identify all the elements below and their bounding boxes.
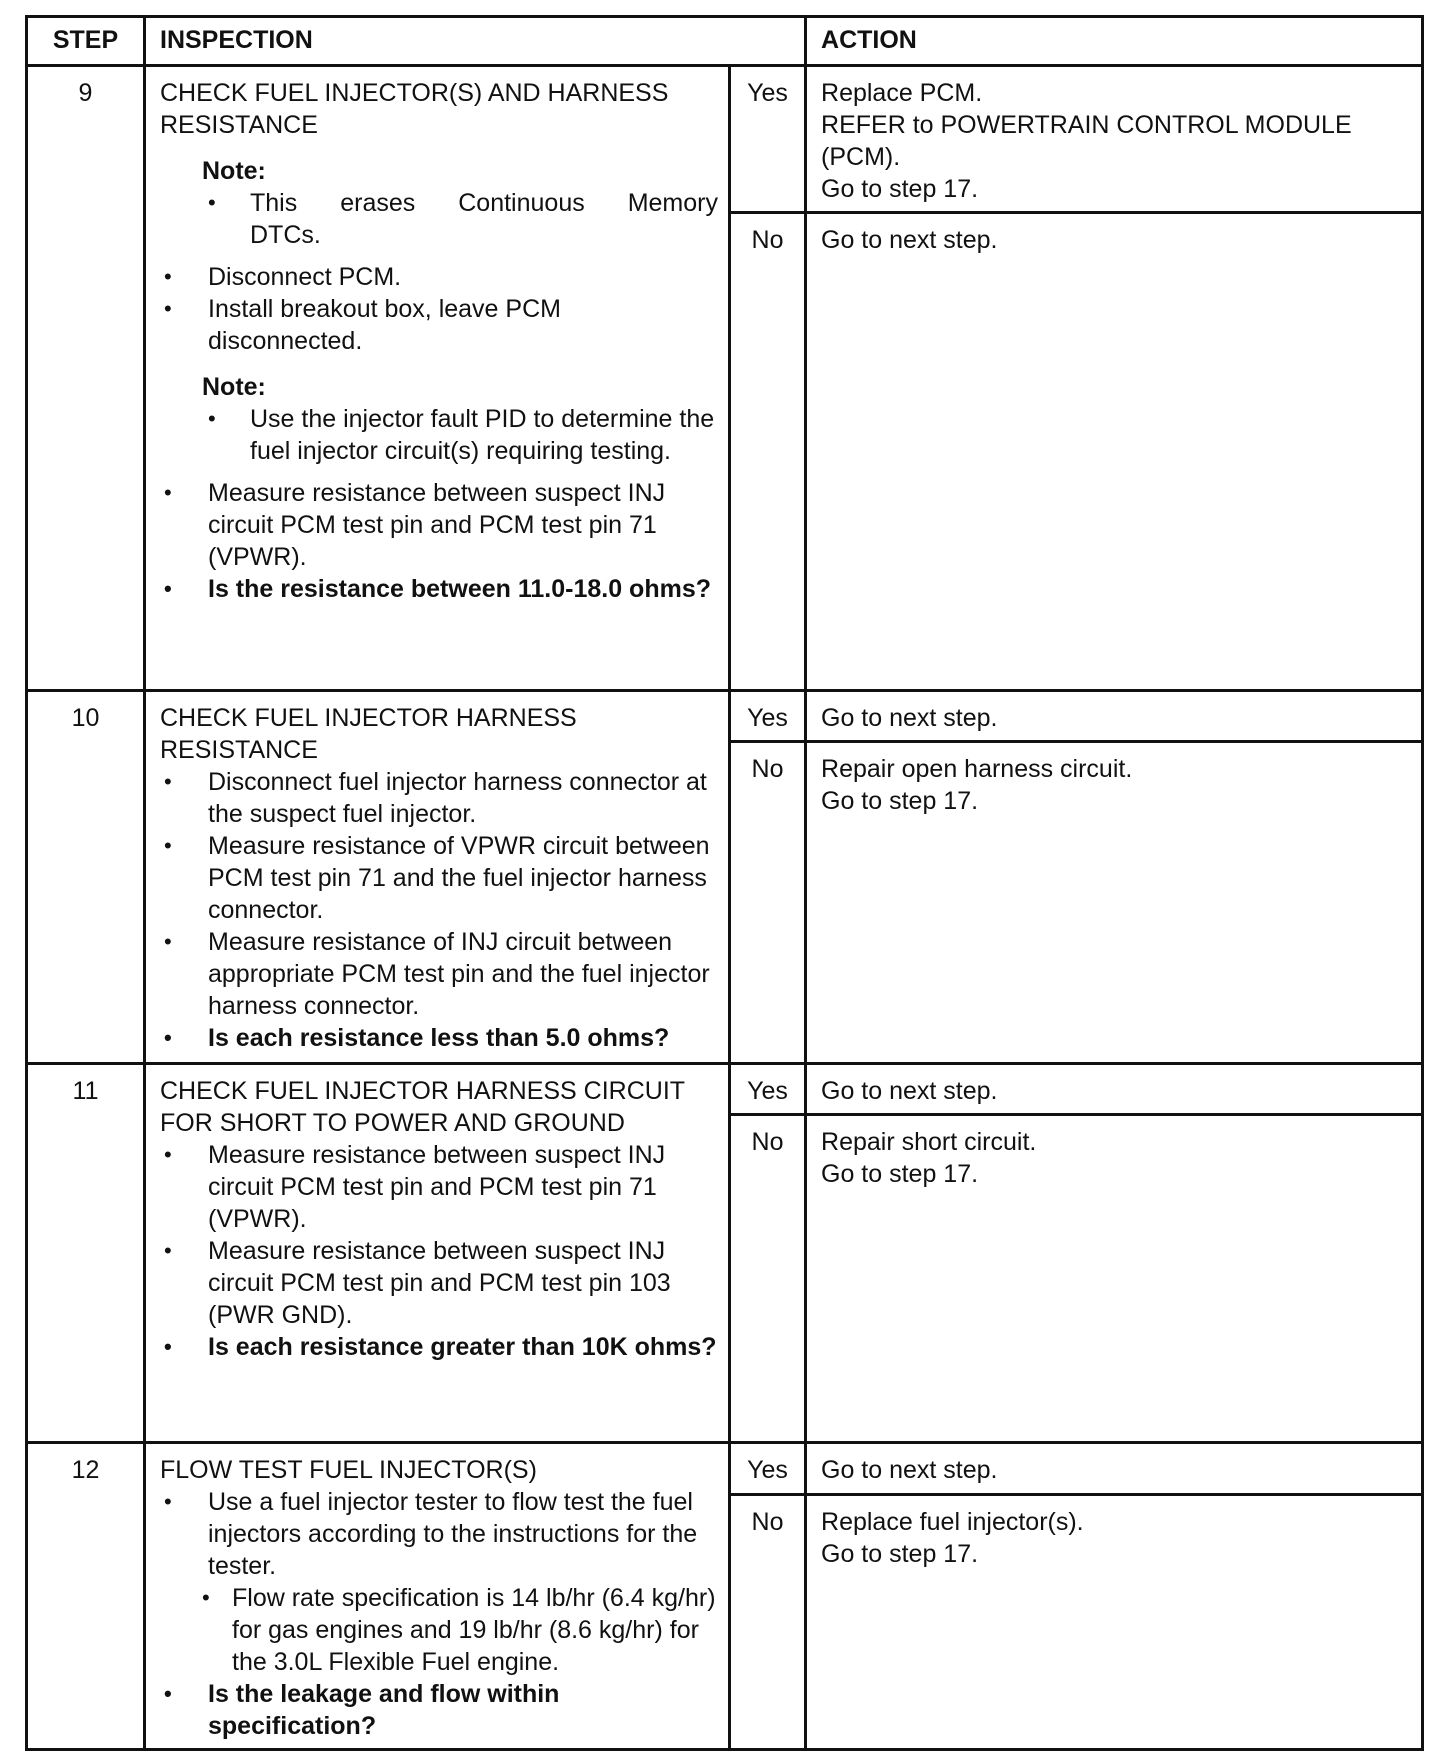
step-column-header: STEP [27,17,145,66]
no-label: No [730,213,806,691]
action-column-header: ACTION [806,17,1423,66]
action-line: Go to step 17. [821,1160,979,1188]
step-number: 12 [27,1443,145,1750]
bullet-item: • Measure resistance between suspect INJ circuit PCM test pin and PCM test pin 71 (VPWR). [160,1139,718,1235]
action-line: Replace PCM. [821,79,983,107]
note-block [202,155,718,251]
yes-action [806,66,1423,213]
bullet-item: • Measure resistance between suspect INJ circuit PCM test pin and PCM test pin 71 (VPWR). [160,477,718,573]
note-label: Note: [202,373,266,401]
note-block [202,371,718,467]
bullet-item: • Install breakout box, leave PCM disconnected. [160,293,718,357]
no-action [806,1495,1423,1750]
bullet-item: • Use a fuel injector tester to flow test the fuel injectors according to the instructions for the tester. [160,1486,718,1582]
no-label: No [730,742,806,1064]
bullet-item: • Disconnect PCM. [160,261,718,293]
inspection-column-header: INSPECTION [145,17,806,66]
question-item: • Is the resistance between 11.0-18.0 ohms? [160,573,718,605]
action-line: Go to step 17. [821,1540,979,1569]
step-11-yes-row [27,1064,1423,1115]
inspection-title: CHECK FUEL INJECTOR HARNESS RESISTANCE [160,704,577,764]
yes-label: Yes [730,66,806,213]
action-line: Go to next step. [821,1456,998,1484]
no-action [806,1115,1423,1443]
yes-action [806,1064,1423,1115]
no-label: No [730,1495,806,1750]
action-line: Repair short circuit. [821,1128,1037,1156]
step-number: 10 [27,691,145,1064]
yes-action [806,691,1423,742]
step-12-yes-row [27,1443,1423,1495]
bullet-item: • Disconnect fuel injector harness connector at the suspect fuel injector. [160,766,718,830]
step-number: 9 [27,66,145,691]
action-line: Go to next step. [821,1077,998,1105]
inspection-title: FLOW TEST FUEL INJECTOR(S) [160,1456,537,1484]
action-line: Replace fuel injector(s). [821,1508,1084,1537]
bullet-item: • Measure resistance of VPWR circuit between PCM test pin 71 and the fuel injector harness connector. [160,830,718,926]
inspection-cell [145,66,730,691]
inspection-cell [145,691,730,1064]
yes-action [806,1443,1423,1495]
note-item: • Use the injector fault PID to determine the fuel injector circuit(s) requiring testing. [202,403,718,467]
step-10-yes-row [27,691,1423,742]
step-9-yes-row [27,66,1423,213]
bullet-item: • Measure resistance of INJ circuit between appropriate PCM test pin and the fuel injector harness connector. [160,926,718,1022]
note-text-line: • This erases Continuous Memory [250,189,718,217]
action-line: Go to step 17. [821,175,979,203]
action-line: REFER to POWERTRAIN CONTROL MODULE (PCM). [821,111,1352,171]
question-item: • Is each resistance greater than 10K ohms? [160,1331,718,1363]
action-line: Go to next step. [821,226,998,254]
inspection-title: CHECK FUEL INJECTOR HARNESS CIRCUIT FOR SHORT TO POWER AND GROUND [160,1077,685,1137]
action-line: Go to step 17. [821,787,979,815]
header-row [27,17,1423,66]
note-text-line: DTCs. [250,221,321,249]
no-action [806,742,1423,1064]
step-number: 11 [27,1064,145,1443]
bullet-item: • Measure resistance between suspect INJ circuit PCM test pin and PCM test pin 103 (PWR GND). [160,1235,718,1331]
question-item: • Is each resistance less than 5.0 ohms? [160,1022,718,1054]
yes-label: Yes [730,1443,806,1495]
action-line: Repair open harness circuit. [821,755,1133,783]
yes-label: Yes [730,691,806,742]
inspection-cell [145,1443,730,1750]
no-action [806,213,1423,691]
note-item [202,187,718,251]
no-label: No [730,1115,806,1443]
note-label: Note: [202,157,266,185]
inspection-cell [145,1064,730,1443]
procedure-table [25,15,1424,1751]
yes-label: Yes [730,1064,806,1115]
sub-bullet-item: • Flow rate specification is 14 lb/hr (6.4 kg/hr) for gas engines and 19 lb/hr (8.6 kg/hr) for the 3.0L Flexible Fuel engine. [198,1582,718,1678]
inspection-title: CHECK FUEL INJECTOR(S) AND HARNESS RESISTANCE [160,79,669,139]
action-line: Go to next step. [821,704,998,732]
question-item: • Is the leakage and flow within specification? [160,1678,718,1742]
